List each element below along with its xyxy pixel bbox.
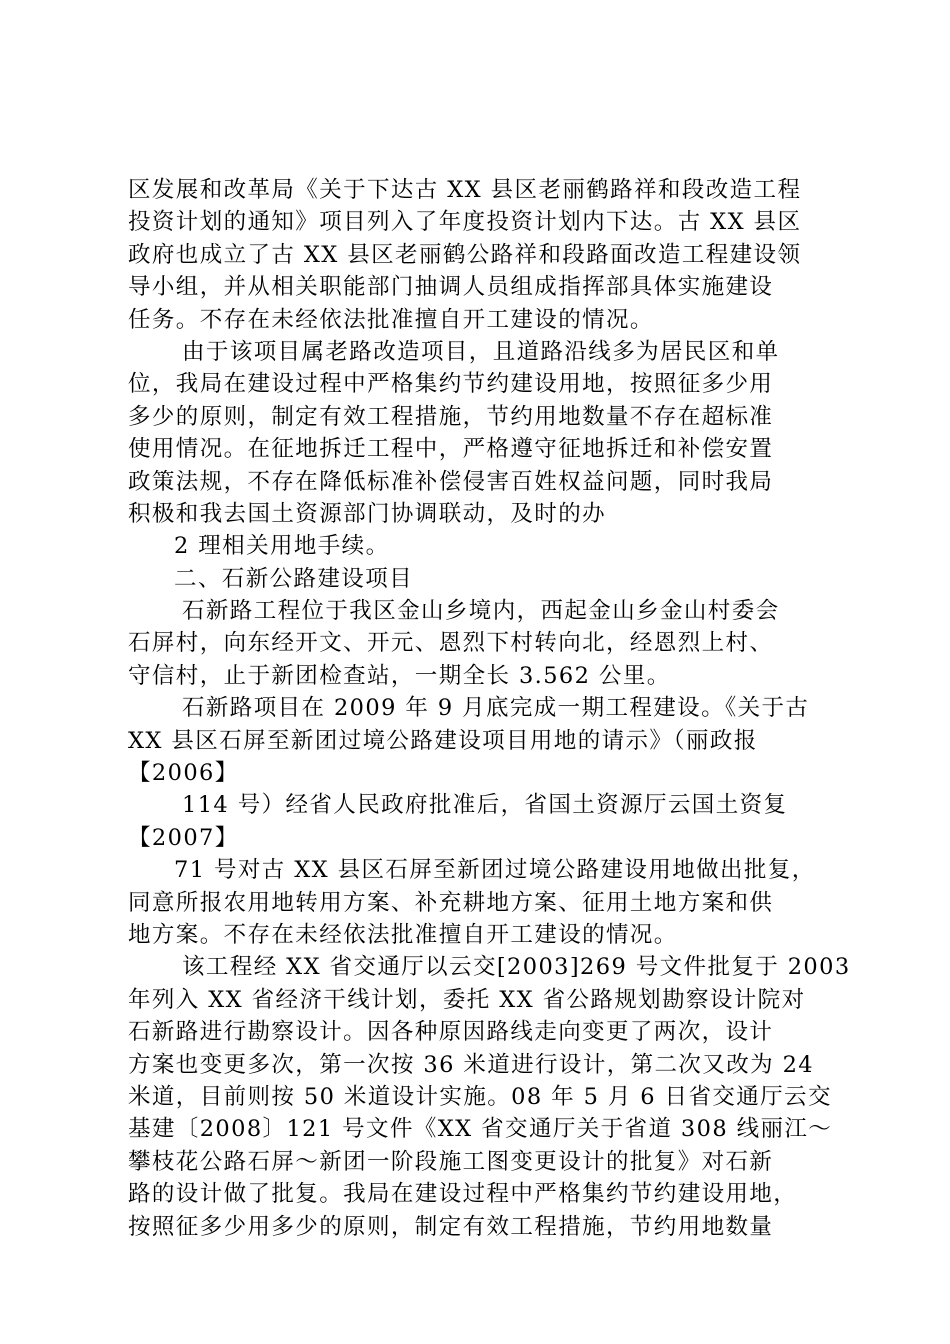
paragraph-start-line: 2 理相关用地手续。	[174, 533, 390, 560]
text-line: 石新路进行勘察设计。因各种原因路线走向变更了两次，设计	[128, 1019, 774, 1046]
text-line: 投资计划的通知》项目列入了年度投资计划内下达。古 XX 县区	[128, 209, 802, 236]
text-line: 政策法规，不存在降低标准补偿侵害百姓权益问题，同时我局	[128, 468, 774, 495]
text-line: XX 县区石屏至新团过境公路建设项目用地的请示》（丽政报	[128, 727, 758, 754]
text-line: 导小组，并从相关职能部门抽调人员组成指挥部具体实施建设	[128, 274, 774, 301]
text-line: 按照征多少用多少的原则，制定有效工程措施，节约用地数量	[128, 1213, 774, 1240]
text-line: 米道，目前则按 50 米道设计实施。08 年 5 月 6 日省交通厅云交	[128, 1083, 832, 1110]
text-line: 地方案。不存在未经依法批准擅自开工建设的情况。	[128, 921, 678, 948]
paragraph-start-line: 114 号）经省人民政府批准后，省国土资源厅云国土资复	[182, 792, 788, 819]
paragraph-start-line: 石新路项目在 2009 年 9 月底完成一期工程建设。《关于古	[182, 695, 810, 722]
text-line: 【2007】	[128, 824, 239, 851]
text-line: 同意所报农用地转用方案、补充耕地方案、征用土地方案和供	[128, 889, 774, 916]
text-line: 年列入 XX 省经济干线计划，委托 XX 省公路规划勘察设计院对	[128, 986, 806, 1013]
text-line: 攀枝花公路石屏～新团一阶段施工图变更设计的批复》对石新	[128, 1148, 774, 1175]
section-heading: 二、石新公路建设项目	[174, 565, 414, 592]
text-line: 基建〔2008〕121 号文件《XX 省交通厅关于省道 308 线丽江～	[128, 1116, 833, 1143]
text-line: 区发展和改革局《关于下达古 XX 县区老丽鹤路祥和段改造工程	[128, 177, 802, 203]
paragraph-start-line: 该工程经 XX 省交通厅以云交[2003]269 号文件批复于 2003	[182, 954, 851, 981]
paragraph-start-line: 石新路工程位于我区金山乡境内，西起金山乡金山村委会	[182, 598, 780, 625]
text-line: 政府也成立了古 XX 县区老丽鹤公路祥和段路面改造工程建设领	[128, 241, 802, 268]
text-line: 路的设计做了批复。我局在建设过程中严格集约节约建设用地，	[128, 1181, 798, 1208]
text-line: 守信村，止于新团检查站，一期全长 3.562 公里。	[128, 662, 671, 689]
document-body	[128, 174, 851, 1243]
text-line: 任务。不存在未经依法批准擅自开工建设的情况。	[128, 306, 654, 333]
paragraph-start-line: 由于该项目属老路改造项目，且道路沿线多为居民区和单	[182, 338, 780, 365]
text-line: 使用情况。在征地拆迁工程中，严格遵守征地拆迁和补偿安置	[128, 436, 774, 463]
text-line: 【2006】	[128, 760, 239, 787]
text-line: 位，我局在建设过程中严格集约节约建设用地，按照征多少用	[128, 371, 774, 398]
text-line: 多少的原则，制定有效工程措施，节约用地数量不存在超标准	[128, 403, 774, 430]
text-line: 方案也变更多次，第一次按 36 米道进行设计，第二次又改为 24	[128, 1051, 815, 1078]
text-line: 积极和我去国土资源部门协调联动，及时的办	[128, 500, 607, 527]
text-line: 石屏村，向东经开文、开元、恩烈下村转向北，经恩烈上村、	[128, 630, 774, 657]
paragraph-start-line: 71 号对古 XX 县区石屏至新团过境公路建设用地做出批复，	[174, 857, 816, 884]
